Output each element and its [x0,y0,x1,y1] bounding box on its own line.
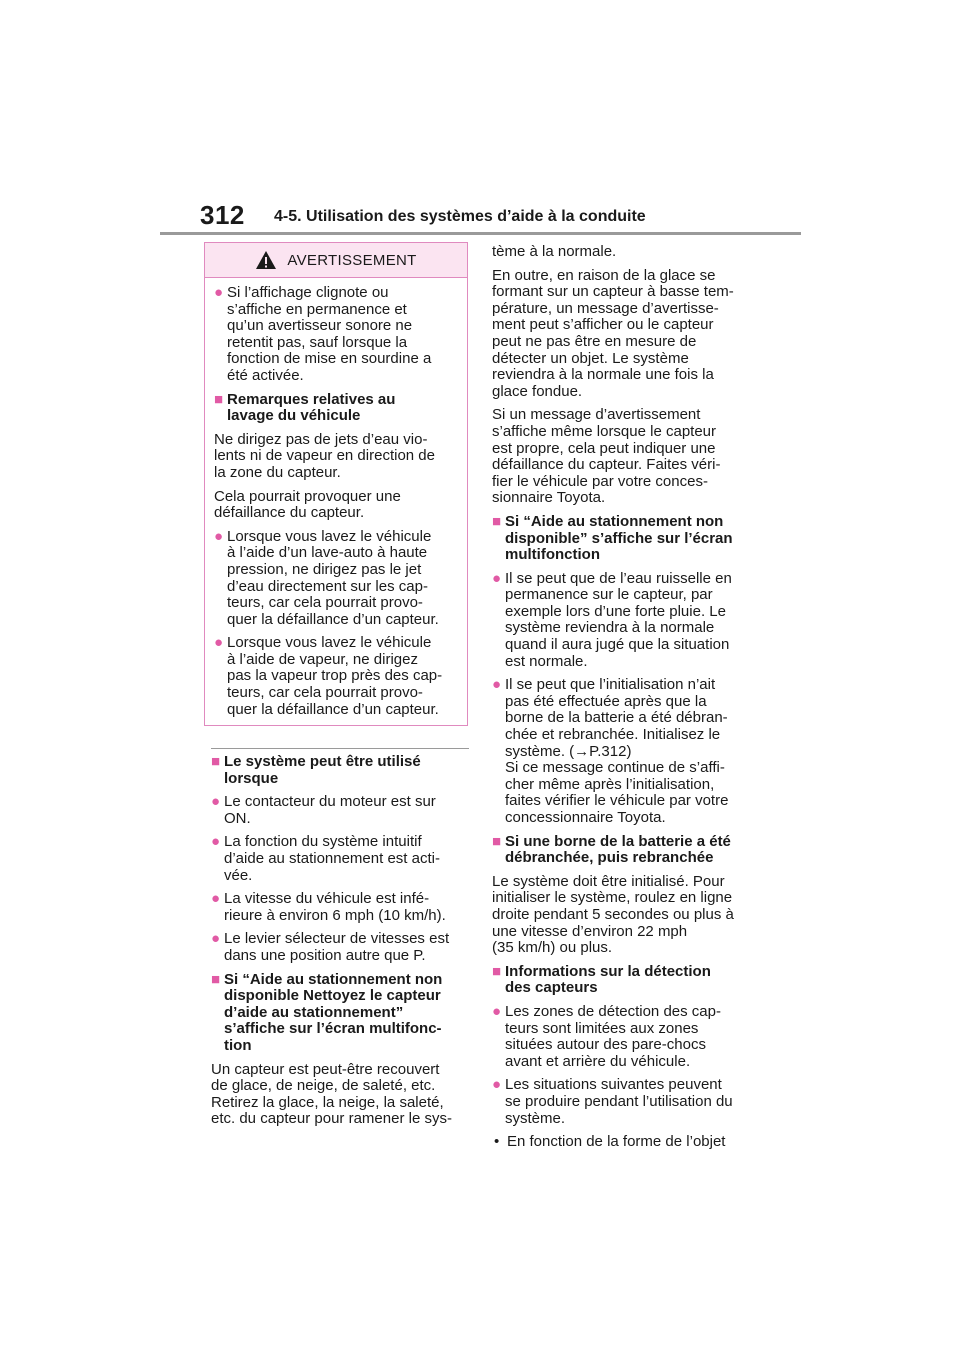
section-heading-text: Le système peut être utilisé lorsque [224,753,421,787]
header-rule [160,232,801,235]
bullet-marker: ● [211,890,221,908]
heading-marker: ■ [211,970,221,988]
paragraph: Le système doit être initialisé. Pour initialiser le système, roulez en ligne droite pendant 5 secondes ou plus à une vitesse d’environ 22 mph (35 km/h) ou plus. [492,872,734,957]
warning-bullet-text: Lorsque vous lavez le véhicule à l’aide de vapeur, ne dirigez pas la vapeur trop près des cap- teurs, car cela pourrait provo- quer la défaillance d’un capteur. [227,634,443,718]
paragraph: En outre, en raison de la glace se formant sur un capteur à basse tem- pérature, un message d’avertisse- ment peut s’afficher ou le capteur peut ne pas être en mesure de détecter un objet. Le système reviendra à la normale une fois la glace fondue. [492,266,734,400]
heading-marker: ■ [211,753,221,770]
bullet-marker: ● [214,527,224,545]
list-item [492,1077,752,1127]
left-column [211,754,469,1135]
warning-heading-text: Remarques relatives au lavage du véhicule [227,390,396,425]
warning-body [214,285,462,725]
list-item-text: Le contacteur du moteur est sur ON. [224,793,436,827]
list-item [492,677,752,826]
heading-marker: ■ [492,512,502,530]
list-item [211,834,469,884]
bullet-marker: ● [492,569,502,587]
section-heading-text: Si une borne de la batterie a été débranchée, puis rebranchée [505,832,731,867]
warning-title: AVERTISSEMENT [287,251,417,269]
warning-bullet [214,285,462,385]
warning-header [205,243,467,278]
warning-bullet-text: Lorsque vous lavez le véhicule à l’aide d’un lave-auto à haute pression, ne dirigez pas le jet d’eau directement sur les cap- teurs, car cela pourrait provo- quer la défaillance d’un capteur. [227,527,439,628]
list-item [211,794,469,827]
section-heading [492,964,752,997]
list-item-text: La vitesse du véhicule est infé- rieure à environ 6 mph (10 km/h). [224,890,446,924]
list-item-text: Le levier sélecteur de vitesses est dans une position autre que P. [224,930,450,964]
warning-box [204,242,468,726]
page-number: 312 [200,200,245,230]
section-heading [492,834,752,867]
section-heading [492,514,752,564]
bullet-marker: ● [214,284,224,301]
section-heading-text: Si “Aide au stationnement non disponible” s’affiche sur l’écran multifonction [505,512,733,564]
paragraph: tème à la normale. [492,243,617,260]
heading-marker: ■ [492,962,502,980]
bullet-marker: ● [492,676,502,694]
warning-bullet [214,529,462,629]
list-item [492,1004,752,1070]
warning-bullet-text: Si l’affichage clignote ou s’affiche en permanence et qu’un avertisseur sonore ne retentit pas, sauf lorsque la fonction de mise en sourdine a été activée. [227,284,432,384]
heading-marker: ■ [214,390,224,408]
section-heading [211,754,469,787]
right-column [492,244,752,1158]
list-item [492,571,752,671]
list-item-text: La fonction du système intuitif d’aide au stationnement est acti- vée. [224,833,440,884]
section-heading-text: Informations sur la détection des capteurs [505,962,711,997]
bullet-marker: ● [211,930,221,948]
bullet-marker: ● [211,793,221,811]
paragraph: Si un message d’avertissement s’affiche même lorsque le capteur est propre, cela peut indiquer une défaillance du capteur. Faites véri- fier le véhicule par votre conces- sionnaire Toyota. [492,406,721,507]
section-heading-text: Si “Aide au stationnement non disponible Nettoyez le capteur d’aide au stationnement” s’affiche sur l’écran multifonc- tion [224,970,443,1054]
warning-paragraph: Ne dirigez pas de jets d’eau vio- lents ni de vapeur en direction de la zone du capteur. [214,430,435,481]
list-item [211,891,469,924]
bullet-marker: ● [492,1076,502,1094]
bullet-marker: ● [492,1002,502,1020]
heading-marker: ■ [492,832,502,850]
section-divider [211,748,469,749]
warning-paragraph: Cela pourrait provoquer une défaillance du capteur. [214,487,401,522]
warning-bullet [214,635,462,718]
list-item-text: Il se peut que de l’eau ruisselle en permanence sur le capteur, par exemple lors d’une forte pluie. Le système reviendra à la normale quand il aura jugé que la situation est normale. [505,569,732,670]
sub-list-item-text: En fonction de la forme de l’objet [507,1133,726,1151]
list-item [211,931,469,964]
bullet-marker: ● [211,833,221,851]
list-item-text: Il se peut que l’initialisation n’ait pas été effectuée après que la borne de la batterie a été débran- chée et rebranchée. Initialisez le système. (→P.312) Si ce message continue de s’affi- cher même après l’initialisation, faites vérifier le véhicule par votre concessionnaire Toyota. [505,676,729,826]
warning-triangle-icon [255,250,277,270]
sub-list-item [492,1134,752,1151]
section-title: 4-5. Utilisation des systèmes d’aide à la conduite [274,208,646,225]
list-item-text: Les zones de détection des cap- teurs sont limitées aux zones situées autour des pare-chocs avant et arrière du véhicule. [505,1002,721,1070]
bullet-marker: ● [214,634,224,652]
section-heading [211,972,469,1055]
list-item-text: Les situations suivantes peuvent se produire pendant l’utilisation du système. [505,1076,733,1127]
dot-marker: • [494,1133,500,1151]
warning-heading [214,392,462,425]
paragraph: Un capteur est peut-être recouvert de glace, de neige, de saleté, etc. Retirez la glace, la neige, la saleté, etc. du capteur pour ramener le sys- [211,1060,452,1128]
